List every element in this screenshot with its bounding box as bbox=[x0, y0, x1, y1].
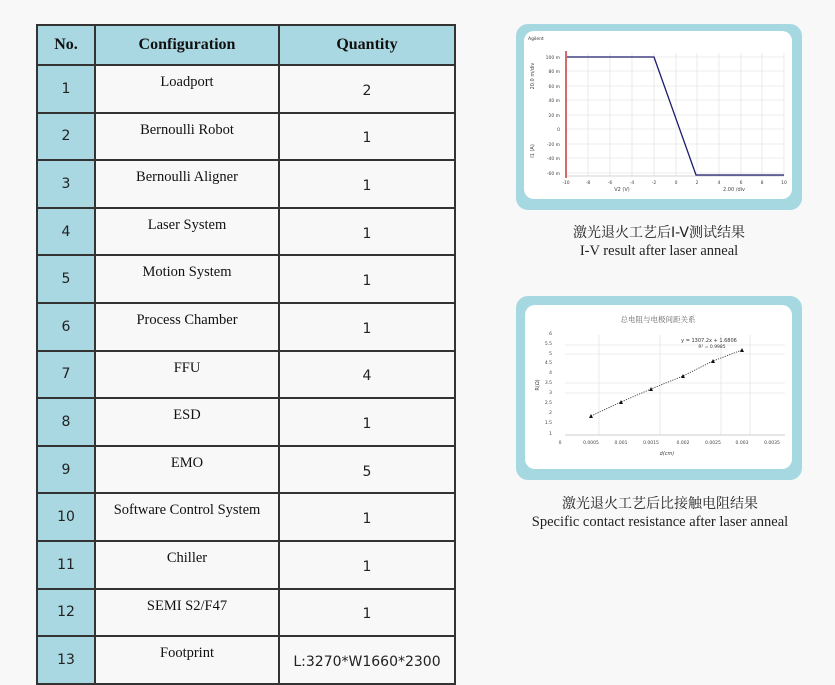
row-config: FFU bbox=[95, 351, 279, 399]
table-row bbox=[37, 65, 455, 113]
row-no: 11 bbox=[37, 541, 95, 589]
row-no: 6 bbox=[37, 303, 95, 351]
svg-text:1: 1 bbox=[549, 432, 552, 437]
table-row bbox=[37, 446, 455, 494]
svg-text:-2: -2 bbox=[651, 181, 657, 186]
y-axis-label: I1 (A) bbox=[530, 144, 536, 158]
y-axis-div-label: 20.0 m/div bbox=[530, 62, 536, 90]
svg-text:0.0005: 0.0005 bbox=[583, 441, 599, 446]
x-axis-label: d(cm) bbox=[659, 451, 675, 457]
row-qty: 5 bbox=[279, 446, 455, 494]
table-row bbox=[37, 351, 455, 399]
svg-text:-20 m: -20 m bbox=[546, 143, 560, 148]
svg-text:1.5: 1.5 bbox=[544, 421, 552, 426]
table-row bbox=[37, 208, 455, 256]
svg-text:4.5: 4.5 bbox=[544, 361, 552, 366]
svg-text:6: 6 bbox=[549, 332, 552, 337]
svg-text:20 m: 20 m bbox=[548, 114, 560, 119]
row-no: 10 bbox=[37, 493, 95, 541]
chart-title: 总电阻与电极间距关系 bbox=[620, 315, 696, 324]
row-config: Laser System bbox=[95, 208, 279, 256]
header-configuration: Configuration bbox=[95, 25, 279, 65]
row-qty: 1 bbox=[279, 303, 455, 351]
svg-text:8: 8 bbox=[760, 181, 764, 186]
resistance-chart bbox=[525, 305, 792, 469]
row-config: Bernoulli Aligner bbox=[95, 160, 279, 208]
svg-text:0.003: 0.003 bbox=[735, 441, 749, 446]
svg-text:-10: -10 bbox=[562, 181, 570, 186]
svg-text:60 m: 60 m bbox=[548, 85, 560, 90]
row-no: 5 bbox=[37, 255, 95, 303]
iv-caption-en: I-V result after laser anneal bbox=[579, 243, 739, 259]
row-no: 8 bbox=[37, 398, 95, 446]
resistance-caption-zh: 激光退火工艺后比接触电阻结果 bbox=[562, 496, 758, 512]
row-no: 9 bbox=[37, 446, 95, 494]
iv-caption bbox=[516, 222, 802, 260]
svg-text:4: 4 bbox=[717, 181, 721, 186]
row-no: 3 bbox=[37, 160, 95, 208]
svg-text:-4: -4 bbox=[629, 181, 635, 186]
row-no: 12 bbox=[37, 589, 95, 637]
x-axis-label: V2 (V) bbox=[614, 187, 630, 193]
svg-text:-40 m: -40 m bbox=[546, 157, 560, 162]
svg-text:2.5: 2.5 bbox=[544, 401, 552, 406]
row-qty: 1 bbox=[279, 160, 455, 208]
svg-text:0.0035: 0.0035 bbox=[764, 441, 780, 446]
row-config: EMO bbox=[95, 446, 279, 494]
row-qty: 1 bbox=[279, 113, 455, 161]
configuration-table bbox=[36, 24, 456, 685]
row-qty: 1 bbox=[279, 398, 455, 446]
agilent-logo: Agilent bbox=[528, 37, 544, 42]
svg-text:100 m: 100 m bbox=[545, 56, 560, 61]
table-row bbox=[37, 160, 455, 208]
table-row bbox=[37, 255, 455, 303]
table-header-row bbox=[37, 25, 455, 65]
x-axis-div-label: 2.00 /div bbox=[723, 187, 745, 193]
trendline-equation: y = 1307.2x + 1.6806 bbox=[681, 338, 737, 344]
header-no: No. bbox=[37, 25, 95, 65]
row-config: Software Control System bbox=[95, 493, 279, 541]
iv-chart-card bbox=[516, 24, 802, 210]
row-qty: 1 bbox=[279, 255, 455, 303]
row-qty: 4 bbox=[279, 351, 455, 399]
svg-text:2: 2 bbox=[695, 181, 699, 186]
iv-caption-zh: 激光退火工艺后I-V测试结果 bbox=[573, 225, 745, 241]
header-quantity: Quantity bbox=[279, 25, 455, 65]
row-no: 7 bbox=[37, 351, 95, 399]
svg-text:-60 m: -60 m bbox=[546, 172, 560, 177]
iv-chart bbox=[524, 31, 792, 199]
row-config: SEMI S2/F47 bbox=[95, 589, 279, 637]
svg-text:0.001: 0.001 bbox=[614, 441, 628, 446]
row-config: Bernoulli Robot bbox=[95, 113, 279, 161]
row-qty: L:3270*W1660*2300 bbox=[279, 636, 455, 684]
y-axis-label: R(Ω) bbox=[535, 379, 541, 391]
table-row bbox=[37, 398, 455, 446]
table-row bbox=[37, 113, 455, 161]
svg-text:0: 0 bbox=[557, 128, 560, 133]
svg-text:0.0015: 0.0015 bbox=[643, 441, 659, 446]
row-qty: 1 bbox=[279, 541, 455, 589]
row-config: Process Chamber bbox=[95, 303, 279, 351]
svg-text:3: 3 bbox=[549, 391, 552, 396]
row-config: Chiller bbox=[95, 541, 279, 589]
svg-text:10: 10 bbox=[781, 181, 787, 186]
resistance-caption bbox=[516, 493, 804, 531]
svg-text:4: 4 bbox=[549, 371, 552, 376]
svg-text:40 m: 40 m bbox=[548, 99, 560, 104]
row-no: 4 bbox=[37, 208, 95, 256]
resistance-chart-card bbox=[516, 296, 802, 480]
svg-text:0: 0 bbox=[558, 441, 562, 446]
row-config: Motion System bbox=[95, 255, 279, 303]
svg-text:3.5: 3.5 bbox=[544, 381, 552, 386]
table-row bbox=[37, 541, 455, 589]
row-qty: 1 bbox=[279, 208, 455, 256]
svg-text:6: 6 bbox=[739, 181, 743, 186]
table-row bbox=[37, 303, 455, 351]
svg-text:0.0025: 0.0025 bbox=[705, 441, 721, 446]
svg-text:5: 5 bbox=[549, 352, 552, 357]
table-row bbox=[37, 589, 455, 637]
svg-text:-8: -8 bbox=[585, 181, 591, 186]
r-squared: R² = 0.9985 bbox=[698, 345, 726, 350]
table-row bbox=[37, 636, 455, 684]
resistance-caption-en: Specific contact resistance after laser anneal bbox=[531, 514, 789, 530]
row-config: Footprint bbox=[95, 636, 279, 684]
svg-text:0: 0 bbox=[674, 181, 678, 186]
svg-text:-6: -6 bbox=[607, 181, 613, 186]
row-qty: 1 bbox=[279, 589, 455, 637]
svg-text:80 m: 80 m bbox=[548, 70, 560, 75]
row-qty: 2 bbox=[279, 65, 455, 113]
row-config: Loadport bbox=[95, 65, 279, 113]
svg-text:2: 2 bbox=[549, 411, 552, 416]
row-qty: 1 bbox=[279, 493, 455, 541]
row-config: ESD bbox=[95, 398, 279, 446]
svg-text:5.5: 5.5 bbox=[544, 342, 552, 347]
svg-text:0.002: 0.002 bbox=[676, 441, 690, 446]
row-no: 2 bbox=[37, 113, 95, 161]
table-row bbox=[37, 493, 455, 541]
row-no: 13 bbox=[37, 636, 95, 684]
row-no: 1 bbox=[37, 65, 95, 113]
